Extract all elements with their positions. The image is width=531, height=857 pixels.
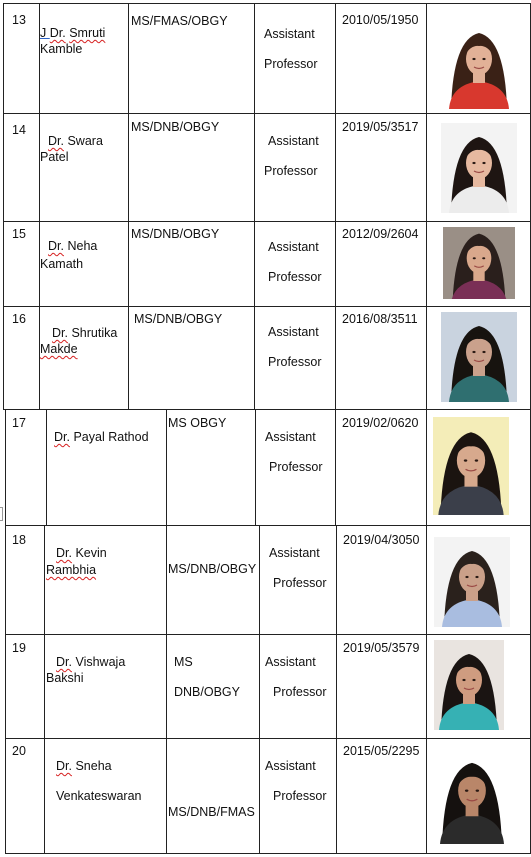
name-line-1 xyxy=(52,325,117,341)
name-prefix: J xyxy=(40,26,50,40)
name-line-1 xyxy=(56,758,112,774)
doctor-title: Dr. xyxy=(54,430,70,444)
doctor-photo xyxy=(441,123,517,213)
doctor-title: Dr. xyxy=(48,239,64,253)
qualification: MS/DNB/OBGY xyxy=(134,312,223,326)
qualification: MS xyxy=(174,655,193,669)
serial-number: 15 xyxy=(12,227,26,241)
cell-qualification xyxy=(166,738,260,854)
designation-line-1: Assistant xyxy=(269,546,320,560)
designation-line-1: Assistant xyxy=(268,325,319,339)
doctor-title: Dr. xyxy=(48,134,64,148)
designation-line-1: Assistant xyxy=(265,655,316,669)
cell-name xyxy=(39,3,129,114)
qualification: MS/DNB/OBGY xyxy=(168,562,257,576)
cell-name xyxy=(39,113,129,222)
cell-name xyxy=(39,306,129,410)
doctor-photo xyxy=(443,227,515,299)
name-line-1 xyxy=(56,654,125,670)
serial-number: 18 xyxy=(12,533,26,547)
designation-line-1: Assistant xyxy=(268,134,319,148)
name-line-2: Bakshi xyxy=(46,671,84,685)
table-row xyxy=(0,306,531,410)
doctor-photo xyxy=(434,537,510,627)
cell-name xyxy=(44,525,167,635)
table-row xyxy=(0,3,531,114)
registration-number: 2019/05/3517 xyxy=(342,120,419,134)
doctor-photo xyxy=(434,640,504,730)
table-row xyxy=(0,525,531,635)
qualification-line-2: DNB/OBGY xyxy=(174,685,240,699)
designation-line-1: Assistant xyxy=(264,27,315,41)
doctor-first-name: Vishwaja xyxy=(75,655,126,669)
designation-line-2: Professor xyxy=(268,355,322,369)
qualification: MS/DNB/OBGY xyxy=(131,227,220,241)
designation-line-2: Professor xyxy=(273,576,327,590)
cell-name xyxy=(44,634,167,739)
doctor-title: Dr. xyxy=(56,546,72,560)
qualification-line-2: MS/DNB/FMAS xyxy=(168,805,255,819)
doctor-first-name: Smruti xyxy=(69,26,106,40)
registration-number: 2019/04/3050 xyxy=(343,533,420,547)
doctor-photo xyxy=(441,312,517,402)
serial-number: 14 xyxy=(12,123,26,137)
designation-line-1: Assistant xyxy=(265,759,316,773)
table-row xyxy=(0,221,531,307)
doctor-first-name: Kevin xyxy=(75,546,107,560)
registration-number: 2012/09/2604 xyxy=(342,227,419,241)
registration-number: 2010/05/1950 xyxy=(342,13,419,27)
doctor-title: Dr. xyxy=(56,759,72,773)
designation-line-1: Assistant xyxy=(265,430,316,444)
designation-line-2: Professor xyxy=(264,164,318,178)
name-line-2: Patel xyxy=(40,150,69,164)
table-move-handle[interactable] xyxy=(0,507,3,521)
serial-number: 17 xyxy=(12,416,26,430)
doctor-first-name: Neha xyxy=(67,239,98,253)
doctor-photo xyxy=(433,417,509,515)
qualification: MS/FMAS/OBGY xyxy=(131,14,228,28)
table-row xyxy=(0,409,531,526)
registration-number: 2015/05/2295 xyxy=(343,744,420,758)
doctor-title: Dr. xyxy=(52,326,68,340)
registration-number: 2019/02/0620 xyxy=(342,416,419,430)
name-line-1 xyxy=(48,238,97,254)
serial-number: 19 xyxy=(12,641,26,655)
designation-line-2: Professor xyxy=(264,57,318,71)
serial-number: 20 xyxy=(12,744,26,758)
name-line-1 xyxy=(54,429,149,445)
serial-number: 16 xyxy=(12,312,26,326)
name-line-2: Kamath xyxy=(40,257,84,271)
cell-name xyxy=(46,409,167,526)
name-line-2: Kamble xyxy=(40,42,83,56)
doctor-photo xyxy=(434,748,510,844)
doctor-title: Dr. xyxy=(49,26,66,40)
name-line-2: Rambhia xyxy=(46,563,97,577)
doctor-first-name: Sneha xyxy=(75,759,112,773)
designation-line-2: Professor xyxy=(268,270,322,284)
doctor-first-name: Shrutika xyxy=(71,326,118,340)
table-row xyxy=(0,113,531,222)
registration-number: 2019/05/3579 xyxy=(343,641,420,655)
registration-number: 2016/08/3511 xyxy=(342,312,418,326)
name-line-1 xyxy=(40,25,105,41)
name-line-1 xyxy=(56,545,107,561)
cell-qualification xyxy=(166,525,260,635)
qualification: MS/DNB/OBGY xyxy=(131,120,220,134)
serial-number: 13 xyxy=(12,13,26,27)
table-row xyxy=(0,738,531,854)
designation-line-1: Assistant xyxy=(268,240,319,254)
doctor-first-name: Swara xyxy=(67,134,103,148)
name-line-2: Makde xyxy=(40,342,78,356)
designation-line-2: Professor xyxy=(273,685,327,699)
designation-line-2: Professor xyxy=(273,789,327,803)
name-line-1 xyxy=(48,133,103,149)
cell-designation xyxy=(254,221,336,307)
name-line-2: Venkateswaran xyxy=(56,789,142,803)
table-row xyxy=(0,634,531,739)
qualification: MS OBGY xyxy=(168,416,227,430)
doctor-first-name: Payal Rathod xyxy=(73,430,149,444)
designation-line-2: Professor xyxy=(269,460,323,474)
doctor-title: Dr. xyxy=(56,655,72,669)
doctor-photo xyxy=(441,19,517,109)
